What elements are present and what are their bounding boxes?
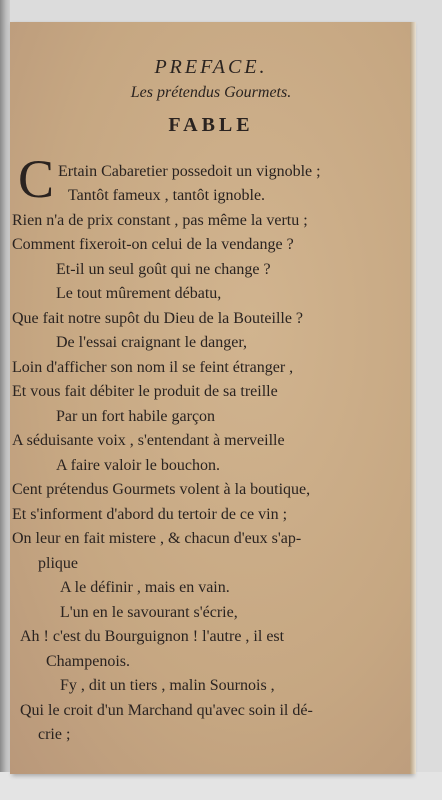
poem-line: L'un en le savourant s'écrie,	[60, 604, 238, 621]
poem-line: Ertain Cabaretier possedoit un vignoble ;	[58, 163, 321, 180]
poem-line: Et s'informent d'abord du tertoir de ce vin ;	[12, 506, 288, 523]
scan-edge	[0, 0, 10, 800]
poem-line: Le tout mûrement débatu,	[56, 285, 222, 302]
poem-line: Et-il un seul goût qui ne change ?	[56, 261, 271, 278]
page-text	[10, 22, 412, 774]
poem-line: Comment fixeroit-on celui de la vendange ?	[12, 236, 294, 253]
page-subtitle: Les prétendus Gourmets.	[130, 84, 292, 101]
poem-line: Fy , dit un tiers , malin Sournois ,	[60, 677, 275, 694]
poem-line: Champenois.	[46, 653, 130, 670]
poem-line: Et vous fait débiter le produit de sa treille	[12, 383, 278, 400]
poem-line: plique	[38, 555, 78, 572]
poem-line: A faire valoir le bouchon.	[56, 457, 220, 474]
poem-line: A séduisante voix , s'entendant à merveille	[12, 432, 285, 449]
book-page	[10, 22, 412, 774]
drop-cap: C	[18, 149, 55, 209]
poem-line: Rien n'a de prix constant , pas même la vertu ;	[12, 212, 308, 229]
poem-line: On leur en fait mistere , & chacun d'eux s'ap-	[12, 530, 302, 547]
poem-line: Loin d'afficher son nom il se feint étranger ,	[12, 359, 294, 376]
poem-line: A le définir , mais en vain.	[60, 579, 230, 596]
page-title: PREFACE.	[154, 56, 268, 78]
poem-line: Tantôt fameux , tantôt ignoble.	[68, 187, 266, 204]
poem-line: Ah ! c'est du Bourguignon ! l'autre , il est	[20, 628, 285, 645]
poem-line: Qui le croit d'un Marchand qu'avec soin il dé-	[20, 702, 313, 719]
section-title: FABLE	[168, 114, 254, 136]
poem-line: Que fait notre supôt du Dieu de la Bouteille ?	[12, 310, 304, 327]
poem-line: Par un fort habile garçon	[56, 408, 216, 425]
poem-line: Cent prétendus Gourmets volent à la boutique,	[12, 481, 311, 498]
poem-line: De l'essai craignant le danger,	[56, 334, 248, 351]
page-edge	[410, 22, 416, 774]
poem-line: crie ;	[38, 726, 71, 743]
scan-background	[0, 772, 442, 800]
